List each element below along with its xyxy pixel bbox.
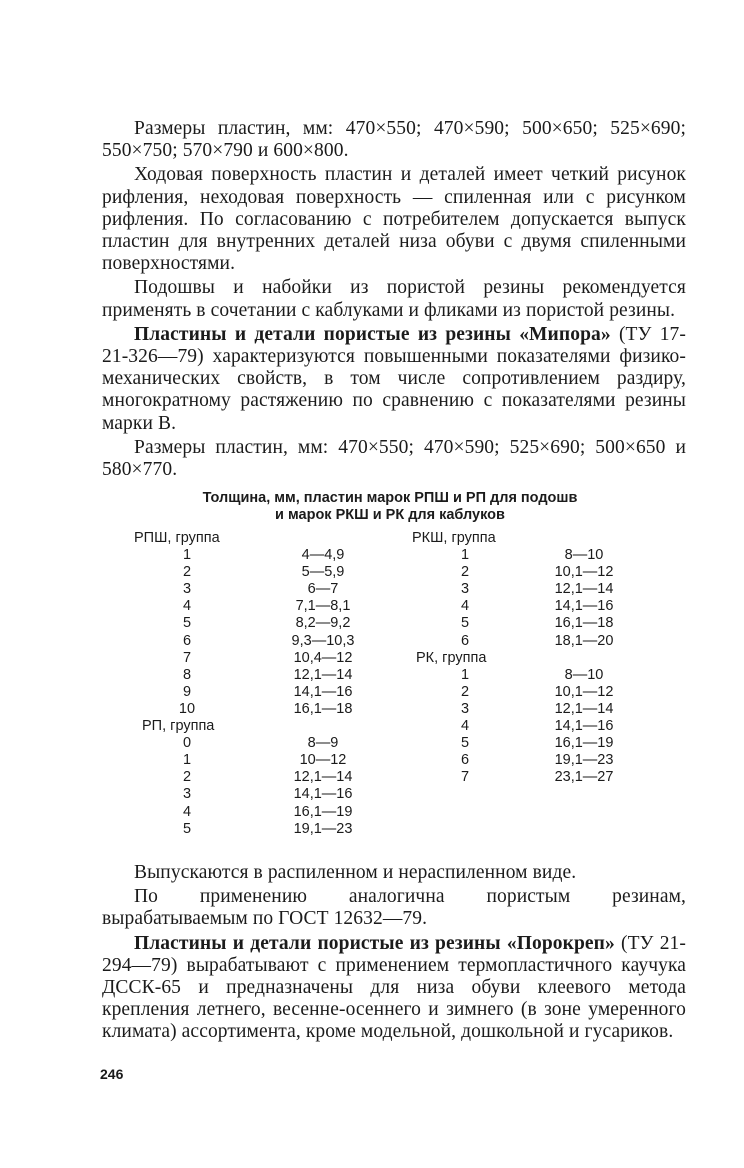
thickness-range: 10,4—12 <box>293 649 353 666</box>
rksh-group-header: РКШ, группа <box>412 530 496 546</box>
porokrep-paragraph <box>102 933 686 1044</box>
porokrep-text: (ТУ 21-294—79) вырабатывают с применением термопластичного каучука ДССК-65 и предназначены для низа обуви клеевого метода крепления летнего, весенне-осеннего и зимнего (в зоне умеренного климата) ассортимента, кроме модельной, дошкольной и гусариков. <box>102 932 686 1043</box>
table-row <box>132 598 392 615</box>
page-number: 246 <box>100 1066 124 1082</box>
group-number: 1 <box>460 666 470 683</box>
thickness-range: 16,1—18 <box>293 700 353 717</box>
table-row <box>132 804 392 821</box>
table-row <box>412 615 652 632</box>
group-number: 8 <box>182 666 192 683</box>
group-number: 7 <box>182 649 192 666</box>
table-row <box>132 786 392 803</box>
table-title <box>110 490 670 524</box>
group-number: 3 <box>182 581 192 598</box>
thickness-range: 12,1—14 <box>293 666 353 683</box>
table-row <box>132 564 392 581</box>
table-row <box>412 769 652 786</box>
group-number: 0 <box>182 735 192 752</box>
rp-rows <box>132 735 392 838</box>
table-row <box>132 769 392 786</box>
table-row <box>412 701 652 718</box>
mipora-text: (ТУ 17-21-326—79) характеризуются повышенными показателями физико-механических свойств, в том числе сопротивлением раздиру, многократному растяжению по сравнению с показателями резины марки В. <box>102 323 686 434</box>
thickness-range: 6—7 <box>307 581 339 598</box>
group-number: 1 <box>182 752 192 769</box>
thickness-range: 16,1—18 <box>554 615 614 632</box>
thickness-range: 7,1—8,1 <box>295 598 351 615</box>
table-row <box>412 547 652 564</box>
group-number: 5 <box>460 735 470 752</box>
group-number: 1 <box>182 547 192 564</box>
surface-paragraph: Ходовая поверхность пластин и деталей имеет четкий рисунок рифления, неходовая поверхность — спиленная или с рисунком рифления. По согласованию с потребителем допускается выпуск пластин для внутренних деталей низа обуви с двумя спиленными поверхностями. <box>102 164 686 275</box>
table-row <box>412 598 652 615</box>
thickness-range: 10,1—12 <box>554 564 614 581</box>
thickness-range: 14,1—16 <box>293 683 353 700</box>
thickness-range: 8—10 <box>564 666 604 683</box>
table-row <box>132 633 392 650</box>
thickness-range: 9,3—10,3 <box>291 632 355 649</box>
group-number: 5 <box>182 615 192 632</box>
table-right-column <box>412 530 652 786</box>
group-number: 6 <box>460 752 470 769</box>
thickness-range: 12,1—14 <box>554 700 614 717</box>
group-number: 6 <box>460 632 470 649</box>
thickness-range: 19,1—23 <box>554 752 614 769</box>
group-number: 6 <box>182 632 192 649</box>
rksh-rows <box>412 547 652 650</box>
group-number: 5 <box>182 820 192 837</box>
mipora-heading: Пластины и детали пористые из резины «Мипора» <box>134 323 611 345</box>
group-number: 3 <box>182 786 192 803</box>
thickness-range: 8—9 <box>307 735 339 752</box>
table-row <box>132 752 392 769</box>
group-number: 5 <box>460 615 470 632</box>
group-number: 2 <box>182 564 192 581</box>
thickness-range: 16,1—19 <box>554 735 614 752</box>
rpsh-group-header: РПШ, группа <box>134 530 220 546</box>
thickness-range: 12,1—14 <box>293 769 353 786</box>
table-row <box>132 581 392 598</box>
bottom-text-block <box>102 862 686 1044</box>
thickness-range: 14,1—16 <box>554 598 614 615</box>
thickness-range: 23,1—27 <box>554 769 614 786</box>
thickness-range: 8,2—9,2 <box>295 615 351 632</box>
group-number: 4 <box>182 598 192 615</box>
group-number: 9 <box>182 683 192 700</box>
group-number: 2 <box>460 683 470 700</box>
table-row <box>412 735 652 752</box>
sizes-paragraph: Размеры пластин, мм: 470×550; 470×590; 500×650; 525×690; 550×750; 570×790 и 600×800. <box>102 118 686 162</box>
table-row <box>412 752 652 769</box>
table-title-line-1: Толщина, мм, пластин марок РПШ и РП для подошв <box>202 490 578 506</box>
thickness-range: 16,1—19 <box>293 803 353 820</box>
thickness-range: 10,1—12 <box>554 683 614 700</box>
porokrep-heading: Пластины и детали пористые из резины «Порокреп» <box>134 932 615 954</box>
table-row <box>412 633 652 650</box>
group-number: 4 <box>182 803 192 820</box>
release-paragraph: Выпускаются в распиленном и нераспиленном виде. <box>134 862 577 883</box>
group-number: 2 <box>182 769 192 786</box>
rpsh-rows <box>132 547 392 718</box>
rk-rows <box>412 667 652 787</box>
rk-group-header: РК, группа <box>416 649 487 666</box>
table-row <box>132 821 392 838</box>
group-number: 3 <box>460 581 470 598</box>
table-row <box>412 684 652 701</box>
thickness-range: 14,1—16 <box>293 786 353 803</box>
top-text-block <box>102 118 686 481</box>
soles-paragraph: Подошвы и набойки из пористой резины рекомендуется применять в сочетании с каблуками и фликами из пористой резины. <box>102 277 686 321</box>
mipora-sizes-paragraph: Размеры пластин, мм: 470×550; 470×590; 525×690; 500×650 и 580×770. <box>102 436 686 481</box>
rp-group-header: РП, группа <box>142 718 215 735</box>
application-paragraph: По применению аналогична пористым резинам, вырабатываемым по ГОСТ 12632—79. <box>102 886 686 930</box>
thickness-range: 19,1—23 <box>293 820 353 837</box>
mipora-paragraph <box>102 324 686 435</box>
table-row <box>132 615 392 632</box>
table-row <box>132 735 392 752</box>
table-row <box>132 547 392 564</box>
table-row <box>412 718 652 735</box>
thickness-range: 14,1—16 <box>554 718 614 735</box>
table-row <box>132 684 392 701</box>
group-number: 3 <box>460 700 470 717</box>
table-row <box>132 650 392 667</box>
group-number: 10 <box>178 700 196 717</box>
table-row <box>412 667 652 684</box>
table-row <box>412 581 652 598</box>
table-row <box>132 701 392 718</box>
group-number: 1 <box>460 547 470 564</box>
thickness-range: 10—12 <box>299 752 347 769</box>
group-number: 2 <box>460 564 470 581</box>
thickness-range: 18,1—20 <box>554 632 614 649</box>
group-number: 4 <box>460 718 470 735</box>
table-row <box>132 667 392 684</box>
table-title-line-2: и марок РКШ и РК для каблуков <box>275 507 505 523</box>
table-left-column <box>132 530 392 838</box>
thickness-range: 5—5,9 <box>301 564 345 581</box>
thickness-range: 8—10 <box>564 547 604 564</box>
group-number: 7 <box>460 769 470 786</box>
group-number: 4 <box>460 598 470 615</box>
thickness-range: 12,1—14 <box>554 581 614 598</box>
thickness-range: 4—4,9 <box>301 547 345 564</box>
table-row <box>412 564 652 581</box>
